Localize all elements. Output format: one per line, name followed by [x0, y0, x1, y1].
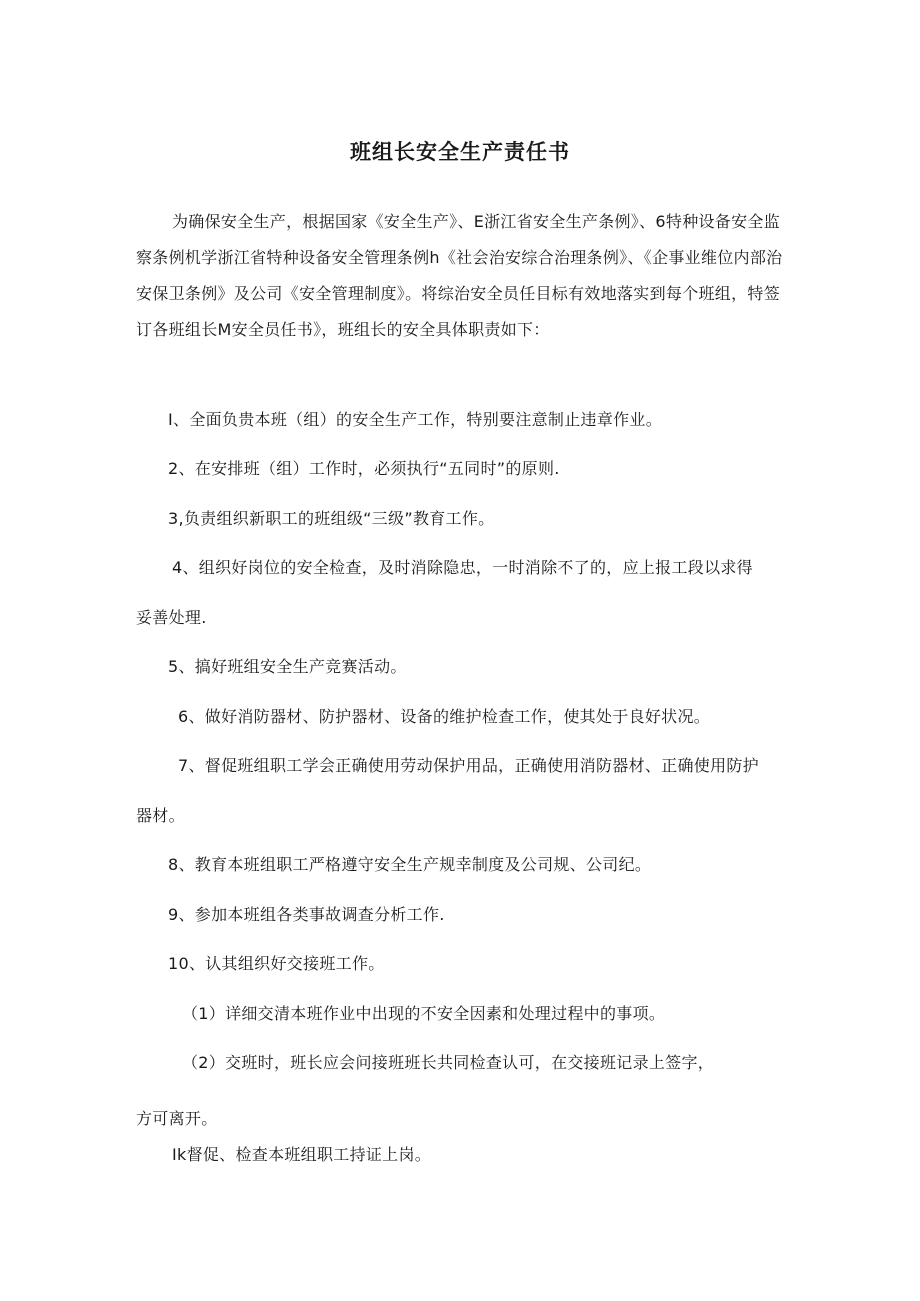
duty-item-10-sub-2-line-1: （2）交班时，班长应会问接班班长共同检查认可，在交接班记录上签字，: [182, 1053, 715, 1072]
duty-item-4-line-1: 4、组织好岗位的安全检查，及时消除隐忠，一时消除不了的，应上报工段以求得: [172, 558, 753, 577]
duty-item-7-line-2: 器材。: [136, 806, 185, 825]
duty-item-1: I、全面负贵本班（组）的安全生产工作，特别要注意制止违章作业。: [168, 410, 663, 429]
document-title: 班组长安全生产责任书: [350, 140, 570, 164]
duty-item-5: 5、搞好班组安全生产竞赛活动。: [168, 657, 407, 676]
duty-item-3: 3,负责组织新职工的班组级“三级”教育工作。: [168, 509, 495, 528]
intro-paragraph: 为确保安全生产，根据国家《安全生产》、E浙江省安全生产条例》、6特种设备安全监察条例机学浙江省特种设备安全管理条例h《社会治安综合治理条例》、《企事业维位内部治安保卫条例》及公司《安全管理制度》。将综治安全员任目标有效地落实到每个班组，特签订各班组长M安全员任书》，班组长的安全具体职责如下：: [136, 212, 783, 339]
duty-item-2: 2、在安排班（组）工作时，必须执行“五同时”的原则.: [168, 459, 560, 478]
duty-item-10-sub-1: （1）详细交清本班作业中出现的不安全因素和处理过程中的事项。: [182, 1004, 666, 1023]
duty-item-6: 6、做好消防器材、防护器材、设备的维护检查工作，使其处于良好状况。: [178, 707, 711, 726]
duty-item-10-sub-2-line-2: 方可离开。: [136, 1109, 218, 1128]
duty-item-7-line-1: 7、督促班组职工学会正确使用劳动保护用品，正确使用消防器材、正确使用防护: [178, 756, 759, 775]
duty-item-9: 9、参加本班组各类事故调查分析工作.: [168, 905, 445, 924]
duty-item-4-line-2: 妥善处理.: [136, 608, 207, 627]
duty-item-11: Ik督促、检查本班组职工持证上岗。: [172, 1145, 432, 1164]
duty-item-8: 8、教育本班组职工严格遵守安全生产规幸制度及公司规、公司纪。: [168, 855, 652, 874]
duty-item-10: 10、认其组织好交接班工作。: [168, 954, 385, 973]
